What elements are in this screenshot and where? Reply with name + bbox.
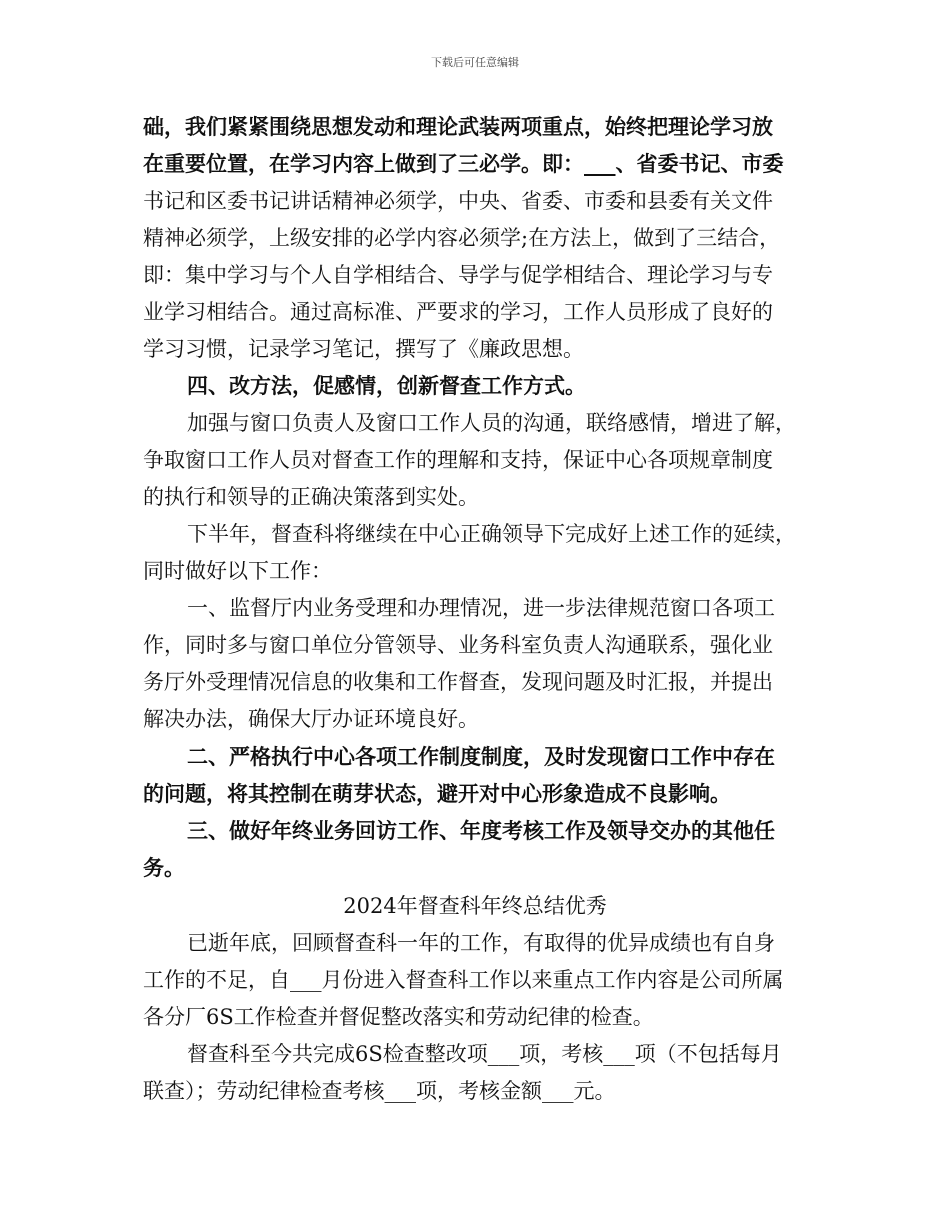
- paragraph-line: 的执行和领导的正确决策落到实处。: [143, 485, 479, 509]
- paragraph-line: 督查科至今共完成6S检查整改项___项，考核___项（不包括每月: [187, 1042, 782, 1066]
- paragraph-line: 在重要位置，在学习内容上做到了三必学。即：___、省委书记、市委: [143, 152, 784, 176]
- page-header: 下载后可任意编辑: [431, 56, 519, 69]
- paragraph-line: 下半年，督查科将继续在中心正确领导下完成好上述工作的延续，: [187, 522, 796, 546]
- paragraph-line: 工作的不足，自___月份进入督查科工作以来重点工作内容是公司所属: [143, 968, 784, 992]
- paragraph-line: 争取窗口工作人员对督查工作的理解和支持，保证中心各项规章制度: [143, 448, 773, 472]
- paragraph-line: 精神必须学，上级安排的必学内容必须学;在方法上，做到了三结合，: [143, 226, 781, 250]
- paragraph-line: 即：集中学习与个人自学相结合、导学与促学相结合、理论学习与专: [143, 263, 773, 287]
- paragraph-line: 务厅外受理情况信息的收集和工作督查，发现问题及时汇报，并提出: [143, 670, 773, 694]
- paragraph-line: 础，我们紧紧围绕思想发动和理论武装两项重点，始终把理论学习放: [143, 115, 773, 139]
- paragraph-line: 务。: [143, 856, 185, 880]
- paragraph-line: 各分厂6S工作检查并督促整改落实和劳动纪律的检查。: [143, 1005, 654, 1029]
- paragraph-line: 一、监督厅内业务受理和办理情况，进一步法律规范窗口各项工: [187, 596, 775, 620]
- paragraph-line: 学习习惯，记录学习笔记，撰写了《廉政思想。: [143, 337, 584, 361]
- paragraph-line: 二、严格执行中心各项工作制度制度，及时发现窗口工作中存在: [187, 745, 775, 769]
- paragraph-line: 作，同时多与窗口单位分管领导、业务科室负责人沟通联系，强化业: [143, 633, 773, 657]
- document-title: 2024年督查科年终总结优秀: [343, 894, 607, 918]
- paragraph-line: 业学习相结合。通过高标准、严要求的学习，工作人员形成了良好的: [143, 300, 773, 324]
- paragraph-line: 三、做好年终业务回访工作、年度考核工作及领导交办的其他任: [187, 819, 775, 843]
- paragraph-line: 联查）；劳动纪律检查考核___项，考核金额___元。: [143, 1079, 616, 1103]
- section-heading: 四、改方法，促感情，创新督查工作方式。: [187, 374, 586, 398]
- paragraph-line: 的问题，将其控制在萌芽状态，避开对中心形象造成不良影响。: [143, 782, 731, 806]
- paragraph-line: 书记和区委书记讲话精神必须学，中央、省委、市委和县委有关文件: [143, 189, 773, 213]
- paragraph-line: 加强与窗口负责人及窗口工作人员的沟通，联络感情，增进了解，: [187, 411, 796, 435]
- paragraph-line: 解决办法，确保大厅办证环境良好。: [143, 707, 479, 731]
- paragraph-line: 同时做好以下工作：: [143, 559, 332, 583]
- paragraph-line: 已逝年底，回顾督查科一年的工作，有取得的优异成绩也有自身: [187, 931, 775, 955]
